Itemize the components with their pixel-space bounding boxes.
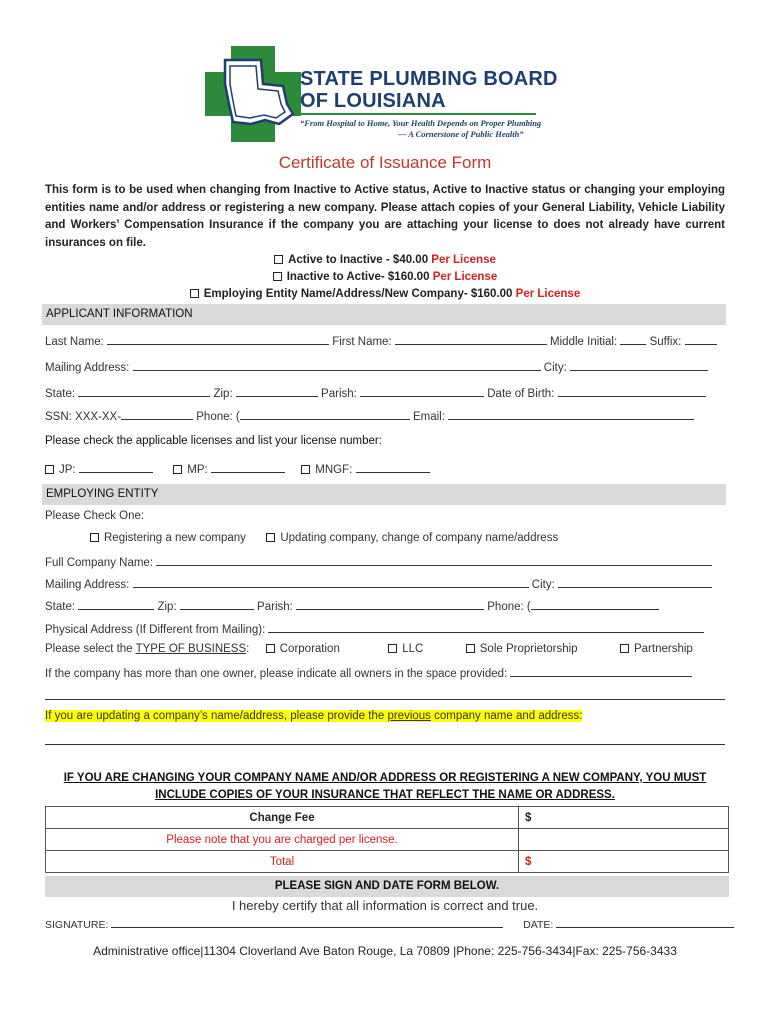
type-corporation[interactable]: Corporation [266,643,340,655]
total-value[interactable]: $ [519,851,729,873]
checkbox[interactable] [266,533,275,542]
owners-field-line2[interactable] [45,699,725,700]
date-field[interactable] [556,916,734,928]
owners-field[interactable] [510,665,692,677]
change-fee-value[interactable]: $ [519,807,729,829]
form-title: Certificate of Issuance Form [278,153,492,172]
company-mailing-field[interactable] [133,576,529,588]
state-row: State: Zip: Parish: Date of Birth: [45,385,706,400]
fee-table [45,806,729,873]
insurance-notice: IF YOU ARE CHANGING YOUR COMPANY NAME AND/OR ADDRESS OR REGISTERING A NEW COMPANY, YOU MUST INCLUDE COPIES OF YOUR INSURANCE THAT REFLECT THE NAME OR ADDRESS. [63,772,707,801]
checkbox[interactable] [620,644,629,653]
checkbox[interactable] [45,465,54,474]
physical-address-field[interactable] [268,621,704,633]
first-name-field[interactable] [395,333,547,345]
logo-divider [300,113,536,115]
licenses-prompt: Please check the applicable licenses and list your license number: [45,435,382,447]
board-tagline: “From Hospital to Home, Your Health Depends on Proper Plumbing — A Cornerstone of Public Health” [300,118,542,139]
option-entity-change[interactable]: Employing Entity Name/Address/New Company- $160.00 Per License [0,286,770,303]
per-license-note: Please note that you are charged per license. [46,829,519,851]
checkbox[interactable] [466,644,475,653]
state-field[interactable] [78,385,210,397]
mailing-row: Mailing Address: City: [45,359,708,374]
table-row [46,829,729,851]
board-name: STATE PLUMBING BOARD OF LOUISIANA [300,68,558,112]
option-active-to-inactive[interactable]: Active to Inactive - $40.00 Per License [0,252,770,269]
company-name-row: Full Company Name: [45,554,712,569]
licenses-row [45,461,430,476]
business-type-row: Please select the TYPE OF BUSINESS: Corporation LLC Sole Proprietorship Partnership [45,643,693,655]
company-name-field[interactable] [156,554,712,566]
change-fee-label: Change Fee [46,807,519,829]
company-state-row: State: Zip: Parish: Phone: ( [45,598,659,613]
checkbox[interactable] [388,644,397,653]
table-row [46,851,729,873]
last-name-field[interactable] [107,333,329,345]
note-cell [519,829,729,851]
phone-field[interactable] [240,408,410,420]
checkbox[interactable] [173,465,182,474]
checkbox[interactable] [274,255,283,264]
email-field[interactable] [448,408,694,420]
name-row: Last Name: First Name: Middle Initial: Suffix: [45,333,717,348]
parish-field[interactable] [360,385,484,397]
company-phone-field[interactable] [531,598,659,610]
suffix-field[interactable] [685,333,717,345]
certify-text: I hereby certify that all information is correct and true. [231,898,539,913]
checkbox[interactable] [266,644,275,653]
louisiana-cross-logo-icon [203,44,303,144]
signature-row: SIGNATURE: DATE: [45,916,734,931]
check-one-label: Please Check One: [45,510,145,522]
previous-company-prompt: If you are updating a company’s name/address, please provide the previous company name and address: [45,710,583,722]
company-state-field[interactable] [78,598,154,610]
middle-initial-field[interactable] [620,333,646,345]
ssn-field[interactable] [121,408,193,420]
license-jp[interactable]: JP: [45,464,153,476]
applicant-section-header: APPLICANT INFORMATION [42,304,726,325]
owners-row: If the company has more than one owner, please indicate all owners in the space provided: [45,665,692,680]
choice-update-company[interactable]: Updating company, change of company name/address [266,532,558,544]
option-inactive-to-active[interactable]: Inactive to Active- $160.00 Per License [0,269,770,286]
checkbox[interactable] [273,272,282,281]
choice-register-new[interactable]: Registering a new company [90,532,246,544]
total-label: Total [46,851,519,873]
checkbox[interactable] [190,289,199,298]
company-city-field[interactable] [558,576,712,588]
physical-address-row: Physical Address (If Different from Mailing): [45,621,704,636]
type-llc[interactable]: LLC [388,643,423,655]
type-sole-proprietorship[interactable]: Sole Proprietorship [466,643,578,655]
sign-header: PLEASE SIGN AND DATE FORM BELOW. [45,876,729,897]
checkbox[interactable] [90,533,99,542]
company-action-row [90,532,558,544]
license-mp[interactable]: MP: [173,464,285,476]
mailing-address-field[interactable] [133,359,541,371]
intro-text: This form is to be used when changing from Inactive to Active status, Active to Inactive status or changing your employing entities name and/or address or registering a new company. Please attach copies of your General Liability, Vehicle Liability and Workers’ Compensation Insurance if the company you are attaching your license to does not already have current insurances on file. [45,184,725,249]
company-mailing-row: Mailing Address: City: [45,576,712,591]
date-of-birth-field[interactable] [558,385,706,397]
zip-field[interactable] [236,385,318,397]
footer-contact: Administrative office|11304 Cloverland Ave Baton Rouge, La 70809 |Phone: 225-756-3434|Fax: 225-756-3433 [93,944,677,958]
company-zip-field[interactable] [180,598,254,610]
type-partnership[interactable]: Partnership [620,643,693,655]
previous-company-field[interactable] [45,744,725,745]
checkbox[interactable] [301,465,310,474]
company-parish-field[interactable] [296,598,484,610]
city-field[interactable] [570,359,708,371]
license-mngf[interactable]: MNGF: [301,464,429,476]
signature-field[interactable] [111,916,503,928]
ssn-row: SSN: XXX-XX- Phone: ( Email: [45,408,694,423]
employer-section-header: EMPLOYING ENTITY [42,484,726,505]
table-row [46,807,729,829]
